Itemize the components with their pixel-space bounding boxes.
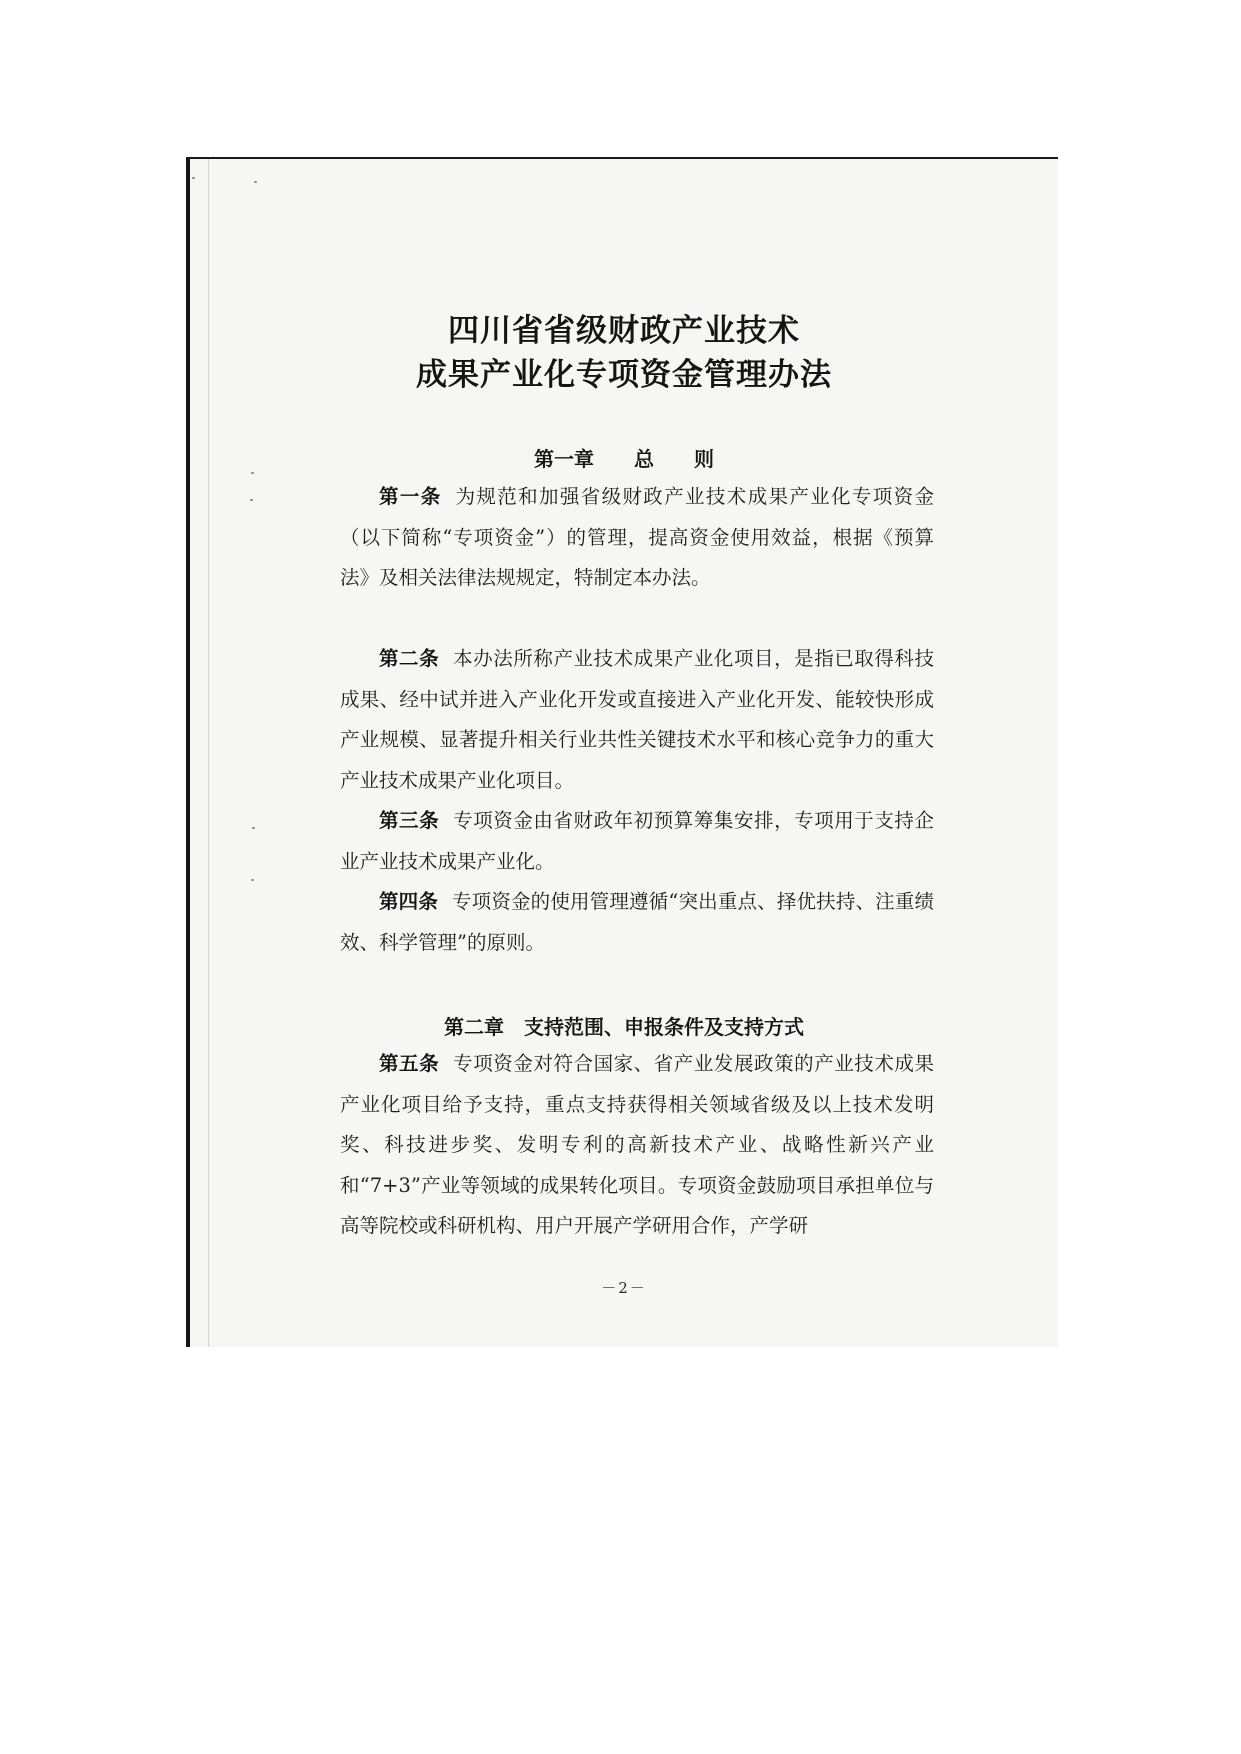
scan-speck <box>251 879 254 881</box>
chapter-heading-2: 第二章 支持范围、申报条件及支持方式 <box>444 1015 804 1039</box>
scan-speck <box>254 181 257 183</box>
article-1-text: 为规范和加强省级财政产业技术成果产业化专项资金（以下简称“专项资金”）的管理，提高资金使用效益，根据《预算法》及相关法律法规规定，特制定本办法。 <box>340 485 934 589</box>
scan-speck <box>251 472 254 474</box>
page-number: －2－ <box>601 1279 647 1297</box>
scan-speck <box>192 177 195 179</box>
article-4-text: 专项资金的使用管理遵循“突出重点、择优扶持、注重绩效、科学管理”的原则。 <box>340 890 934 954</box>
article-3-label: 第三条 <box>379 809 440 832</box>
scan-speck <box>252 827 255 829</box>
article-3 <box>340 801 934 882</box>
scanned-page <box>186 157 1058 1347</box>
article-2-text: 本办法所称产业技术成果产业化项目，是指已取得科技成果、经中试并进入产业化开发或直接进入产业化开发、能较快形成产业规模、显著提升相关行业共性关键技术水平和核心竞争力的重大产业技术成果产业化项目。 <box>340 647 934 792</box>
article-5-text: 专项资金对符合国家、省产业发展政策的产业技术成果产业化项目给予支持，重点支持获得相关领域省级及以上技术发明奖、科技进步奖、发明专利的高新技术产业、战略性新兴产业和“7+3”产业等领域的成果转化项目。专项资金鼓励项目承担单位与高等院校或科研机构、用户开展产学研用合作，产学研 <box>340 1052 934 1237</box>
article-1-label: 第一条 <box>379 485 442 508</box>
article-2 <box>340 639 934 801</box>
document-title-line-1: 四川省省级财政产业技术 <box>448 313 800 349</box>
article-4 <box>340 882 934 963</box>
scan-speck <box>250 499 253 501</box>
chapter-heading-1: 第一章 总 则 <box>534 447 714 471</box>
article-4-label: 第四条 <box>379 890 439 913</box>
article-1 <box>340 477 934 599</box>
article-5-label: 第五条 <box>379 1052 440 1075</box>
article-2-label: 第二条 <box>379 647 440 670</box>
article-5 <box>340 1044 934 1247</box>
article-3-text: 专项资金由省财政年初预算筹集安排，专项用于支持企业产业技术成果产业化。 <box>340 809 934 873</box>
document-title-line-2: 成果产业化专项资金管理办法 <box>416 357 832 393</box>
